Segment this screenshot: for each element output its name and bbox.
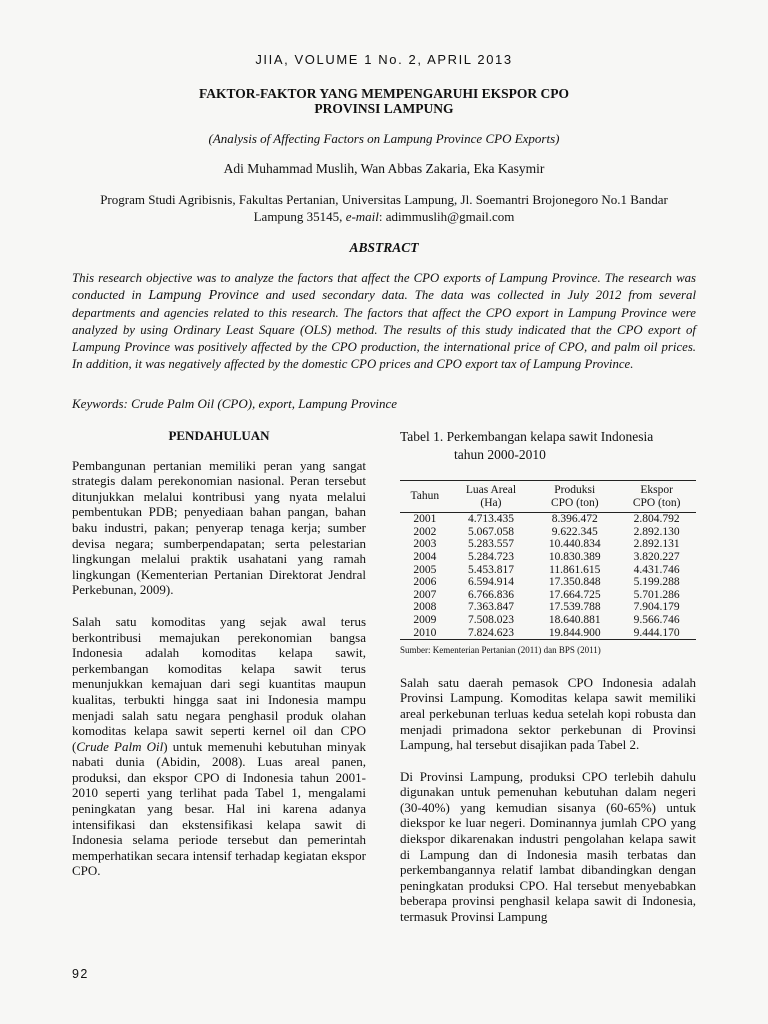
table-cell: 17.350.848 — [548, 576, 601, 589]
intro-p2-part-1: Salah satu komoditas yang sejak awal terus berkontribusi memajukan perekonomian bangsa Indonesia adalah komoditas kelapa sawit, perkembangan komoditas kelapa sawit terus menunjukkan kemajuan dari segi kuantitas maupun kualitas, terbukti hingga saat ini Indonesia mampu menjadi salah satu negara penghasil produk olahan komoditas kelapa sawit seperti kernel oil dan CPO ( — [72, 613, 366, 754]
intro-p2-italic: Crude Palm Oil — [76, 738, 164, 754]
table-row — [400, 526, 696, 539]
table-row — [400, 589, 696, 602]
page-number: 92 — [72, 967, 89, 981]
table-cell: 4.431.746 — [633, 563, 680, 576]
abstract-heading: ABSTRACT — [349, 240, 419, 255]
table-row — [400, 551, 696, 564]
table-cell: 5.283.557 — [467, 538, 514, 551]
table-row — [400, 627, 696, 640]
abstract-text — [72, 270, 696, 374]
header-luas-line-1: Luas Areal — [465, 484, 517, 496]
section-heading-pendahuluan: PENDAHULUAN — [168, 428, 270, 443]
table-cell: 2008 — [413, 601, 437, 614]
table-cell: 2.892.130 — [633, 525, 680, 538]
paper-title — [0, 86, 768, 116]
affiliation-line-2 — [60, 208, 708, 225]
table-cell: 7.363.847 — [467, 601, 514, 614]
header-produksi-line-1: Produksi — [554, 484, 596, 496]
header-luas-areal — [450, 481, 533, 513]
table-row — [400, 513, 696, 526]
table-source: Sumber: Kementerian Pertanian (2011) dan BPS (2011) — [400, 645, 601, 656]
header-ekspor-line-1: Ekspor — [640, 484, 673, 496]
table-row — [400, 576, 696, 589]
table-row — [400, 564, 696, 577]
table-cell: 5.199.288 — [633, 576, 680, 589]
intro-paragraph-2 — [72, 614, 366, 879]
table-cell: 6.594.914 — [467, 576, 514, 589]
table-cell: 7.824.623 — [450, 627, 533, 640]
table-cell: 2002 — [413, 525, 437, 538]
table-cell: 2001 — [413, 513, 437, 526]
table-cell: 5.284.723 — [467, 550, 514, 563]
table-cell: 2006 — [413, 576, 437, 589]
table-cell: 6.766.836 — [467, 588, 514, 601]
table-cell: 5.067.058 — [467, 525, 514, 538]
table-cell: 2.892.131 — [633, 538, 680, 551]
left-column — [72, 428, 366, 895]
table-cell: 9.444.170 — [617, 627, 696, 640]
header-luas-line-2: (Ha) — [480, 496, 502, 509]
table-caption-line-2: tahun 2000-2010 — [454, 447, 546, 462]
header-tahun: Tahun — [400, 481, 450, 513]
table-cell: 4.713.435 — [467, 513, 514, 526]
table-cell: 2003 — [413, 538, 437, 551]
table-cell: 7.508.023 — [467, 613, 514, 626]
table-cell: 11.861.615 — [549, 563, 601, 576]
table-cell: 2010 — [400, 627, 450, 640]
table-body — [400, 513, 696, 640]
abstract-emphasis: Lampung Province — [148, 288, 259, 304]
table-cell: 18.640.881 — [548, 613, 601, 626]
table-cell: 19.844.900 — [532, 627, 617, 640]
table-cell: 17.539.788 — [548, 601, 601, 614]
title-line-2: PROVINSI LAMPUNG — [314, 101, 454, 116]
intro-p2-part-2: ) untuk memenuhi kebutuhan minyak nabati dunia (Abidin, 2008). Luas areal panen, produksi, dan ekspor CPO di Indonesia tahun 2001-2010 seperti yang terlihat pada Tabel 1, mengalami peningkatan yang besar. Hal ini karena adanya intensifikasi dan ekstensifikasi kelapa sawit di Indonesia selama periode tersebut dan pemerintah memperhatikan secara intensif terhadap kegiatan ekspor CPO. — [72, 738, 366, 879]
abstract-part-1: This research objective was to analyze the factors that affect the CPO exports of Lampung Province. The research was conducted in — [72, 271, 696, 303]
table-caption-line-1: Tabel 1. Perkembangan kelapa sawit Indonesia — [400, 429, 654, 444]
affiliation-line-1: Program Studi Agribisnis, Fakultas Pertanian, Universitas Lampung, Jl. Soemantri Brojonegoro No.1 Bandar — [100, 192, 668, 207]
table-cell: 8.396.472 — [551, 513, 598, 526]
table-cell: 9.566.746 — [633, 613, 680, 626]
abstract-part-2: and used secondary data. The data was collected in July 2012 from several departments and agencies related to this research. The factors that affect the CPO export in Lampung Province were analyzed by using Ordinary Least Square (OLS) method. The results of this study indicated that the CPO export of Lampung Province was positively affected by the CPO production, the international price of CPO, and palm oil prices. In addition, it was negatively affected by the domestic CPO prices and CPO export tax of Lampung Province. — [72, 288, 696, 372]
journal-header: JIIA, VOLUME 1 No. 2, APRIL 2013 — [255, 52, 513, 67]
table-cell: 10.440.834 — [548, 538, 601, 551]
intro-paragraph-1: Pembangunan pertanian memiliki peran yang sangat strategis dalam perekonomian nasional. Peran tersebut ditunjukkan melalui kontribusi yang nyata melalui pembentukan PDB; penyediaan bahan pangan, bahan baku industri, pakan; penyerap tenaga kerja; sumber devisa negara; sumberpendapatan; serta pelestarian lingkungan melalui praktik usahatani yang ramah lingkungan (Kementerian Pertanian Direktorat Jendral Perkebunan, 2009). — [72, 457, 366, 598]
right-paragraph-2: Di Provinsi Lampung, produksi CPO terlebih dahulu digunakan untuk pemenuhan kebutuhan dalam negeri (30-40%) yang kemudian sisanya (60-65%) untuk diekspor ke luar negeri. Dominannya jumlah CPO yang diekspor dikarenakan industri pengolahan kelapa sawit di Lampung dan di Indonesia masih terbatas dan perkembangannya relatif lambat dibandingkan dengan peningkatan produksi CPO. Hal tersebut menyebabkan beberapa provinsi penghasil kelapa sawit di Indonesia, termasuk Provinsi Lampung — [400, 768, 696, 925]
right-column — [400, 428, 696, 941]
email-address: : adimmuslih@gmail.com — [378, 209, 515, 224]
affiliation-address: Lampung 35145, — [253, 209, 346, 224]
palm-oil-table — [400, 480, 696, 640]
table-cell: 10.830.389 — [548, 550, 601, 563]
table-cell: 2009 — [413, 613, 437, 626]
title-line-1: FAKTOR-FAKTOR YANG MEMPENGARUHI EKSPOR CPO — [198, 86, 569, 101]
affiliation — [60, 191, 708, 225]
table-cell: 5.701.286 — [633, 588, 680, 601]
right-paragraph-1: Salah satu daerah pemasok CPO Indonesia adalah Provinsi Lampung. Komoditas kelapa sawit memiliki areal perkebunan terluas kedua setelah kopi robusta dan menjadi primadona sektor perkebunan di Provinsi Lampung, hal tersebut disajikan pada Tabel 2. — [400, 674, 696, 753]
table-cell: 2007 — [413, 588, 437, 601]
header-ekspor-line-2: CPO (ton) — [632, 496, 681, 509]
table-cell: 2004 — [413, 550, 437, 563]
table-cell: 5.453.817 — [467, 563, 514, 576]
keywords: Keywords: Crude Palm Oil (CPO), export, Lampung Province — [72, 396, 398, 411]
table-cell: 3.820.227 — [633, 550, 680, 563]
table-row — [400, 538, 696, 551]
table-cell: 2005 — [413, 563, 437, 576]
table-cell: 7.904.179 — [633, 601, 680, 614]
table-row — [400, 614, 696, 627]
table-header-row — [400, 481, 696, 513]
table-caption — [400, 428, 696, 464]
authors: Adi Muhammad Muslih, Wan Abbas Zakaria, Eka Kasymir — [223, 161, 545, 176]
email-label: e-mail — [345, 209, 379, 224]
table-cell: 17.664.725 — [548, 588, 601, 601]
english-subtitle: (Analysis of Affecting Factors on Lampung Province CPO Exports) — [208, 131, 560, 146]
table-cell: 9.622.345 — [551, 525, 598, 538]
header-produksi — [532, 481, 617, 513]
table-cell: 2.804.792 — [633, 513, 680, 526]
header-ekspor — [617, 481, 696, 513]
table-row — [400, 601, 696, 614]
header-produksi-line-2: CPO (ton) — [550, 496, 599, 509]
